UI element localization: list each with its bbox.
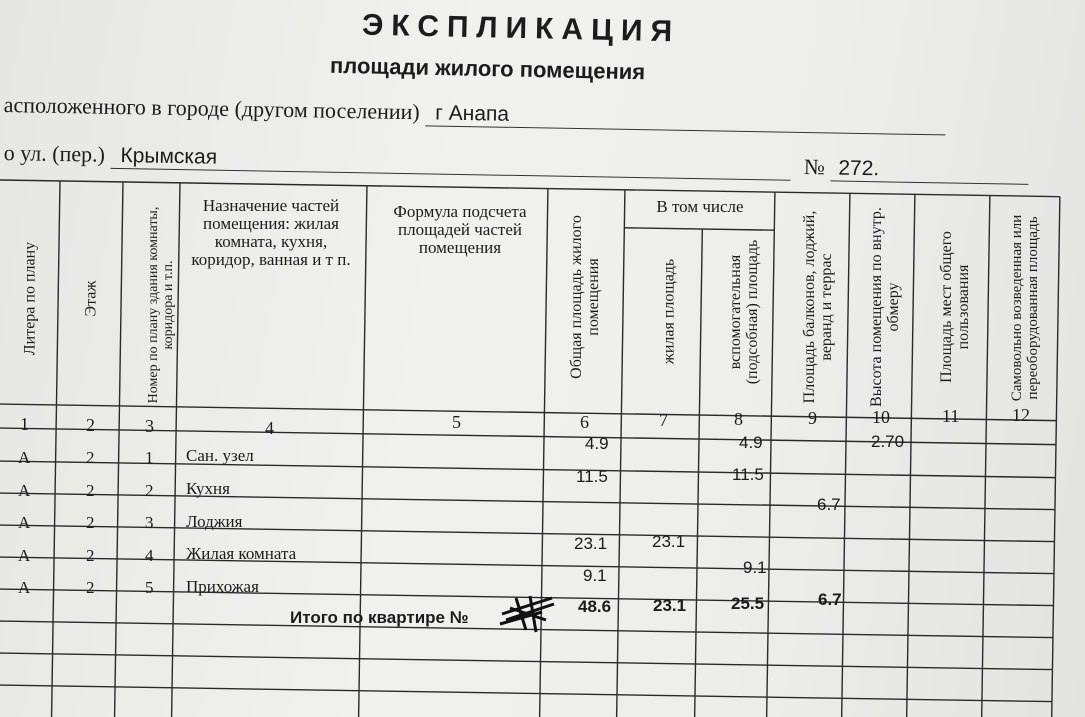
cell-floor: 2 [86, 546, 95, 565]
col-header-floor: Этаж [82, 280, 100, 317]
cell-room-number: 1 [145, 448, 154, 467]
col-number: 9 [808, 408, 817, 428]
col-header-purpose: Назначение частей помещения: жилая комната, кухня, коридор, ванная и т п. [191, 196, 351, 269]
totals-total-area: 48.6 [578, 597, 612, 616]
totals-living-area: 23.1 [653, 596, 687, 615]
col-header-living-area: жилая площадь [660, 258, 678, 365]
number-label: № [803, 153, 826, 180]
cell-height: 2.70 [871, 432, 905, 451]
totals-balcony-area: 6.7 [818, 590, 842, 609]
col-header-unauthorized-area: Самовольно возведенная или переоборудованная площадь [1009, 214, 1041, 402]
city-value: г Анапа [435, 101, 510, 126]
col-number: 3 [145, 416, 154, 436]
cell-floor: 2 [86, 513, 95, 532]
location-label: асположенного в городе (другом поселении) [3, 92, 420, 125]
cell-room-number: 5 [145, 578, 154, 597]
col-header-formula: Формула подсчета площадей частей помещения [393, 202, 527, 257]
document-subtitle: площади жилого помещения [329, 52, 646, 85]
cell-floor: 2 [86, 578, 95, 597]
ink-scribble [496, 590, 558, 636]
col-number: 10 [872, 407, 890, 427]
document-title: ЭКСПЛИКАЦИЯ [361, 8, 681, 49]
col-number: 11 [942, 406, 960, 426]
totals-label: Итого по квартире № [290, 608, 469, 627]
cell-litera: А [18, 546, 31, 565]
cell-total-area: 4.9 [585, 434, 609, 453]
cell-total-area: 9.1 [583, 566, 607, 585]
cell-room-name: Кухня [186, 479, 230, 498]
cell-floor: 2 [86, 448, 95, 467]
house-number: 272. [838, 156, 880, 181]
col-header-group: В том числе [656, 197, 744, 216]
col-header-litera: Литера по плану [21, 241, 39, 356]
col-header-total-area: Общая площадь жилого помещения [568, 215, 602, 379]
col-number: 7 [659, 410, 668, 430]
cell-room-name: Лоджия [186, 512, 243, 531]
col-number: 2 [86, 415, 95, 435]
col-header-balcony-area: Площадь балконов, лоджий, веранд и террас [801, 210, 835, 404]
street-label: о ул. (пер.) [3, 140, 106, 167]
cell-room-number: 3 [145, 513, 154, 532]
cell-aux-area: 11.5 [732, 465, 764, 484]
col-number: 8 [734, 409, 743, 429]
cell-aux-area: 9.1 [743, 558, 767, 577]
col-number: 1 [20, 414, 29, 434]
cell-room-number: 2 [145, 481, 154, 500]
cell-litera: А [18, 513, 31, 532]
cell-room-name: Жилая комната [186, 544, 297, 563]
cell-room-number: 4 [145, 546, 154, 565]
cell-litera: А [18, 448, 31, 467]
col-number: 6 [580, 412, 589, 432]
col-header-common-area: Площадь мест общего пользования [938, 231, 972, 383]
cell-room-name: Прихожая [186, 577, 259, 596]
cell-living-area: 23.1 [652, 532, 686, 551]
col-number: 4 [265, 418, 274, 438]
totals-aux-area: 25.5 [731, 594, 765, 613]
street-value: Крымская [120, 144, 218, 169]
col-header-room-number: Номер по плану здания комнаты, коридора и т.п. [146, 206, 176, 404]
col-number: 5 [452, 412, 461, 432]
cell-total-area: 23.1 [574, 534, 608, 553]
cell-balcony-area: 6.7 [817, 495, 841, 514]
col-header-aux-area: вспомогательная (подсобная) площадь [727, 239, 761, 385]
cell-room-name: Сан. узел [186, 446, 254, 465]
col-number: 12 [1012, 405, 1030, 425]
cell-litera: А [18, 578, 31, 597]
cell-litera: А [18, 481, 31, 500]
cell-aux-area: 4.9 [739, 433, 763, 452]
col-header-height: Высота помещения по внутр. обмеру [868, 207, 902, 407]
cell-total-area: 11.5 [576, 467, 608, 486]
cell-floor: 2 [86, 481, 95, 500]
